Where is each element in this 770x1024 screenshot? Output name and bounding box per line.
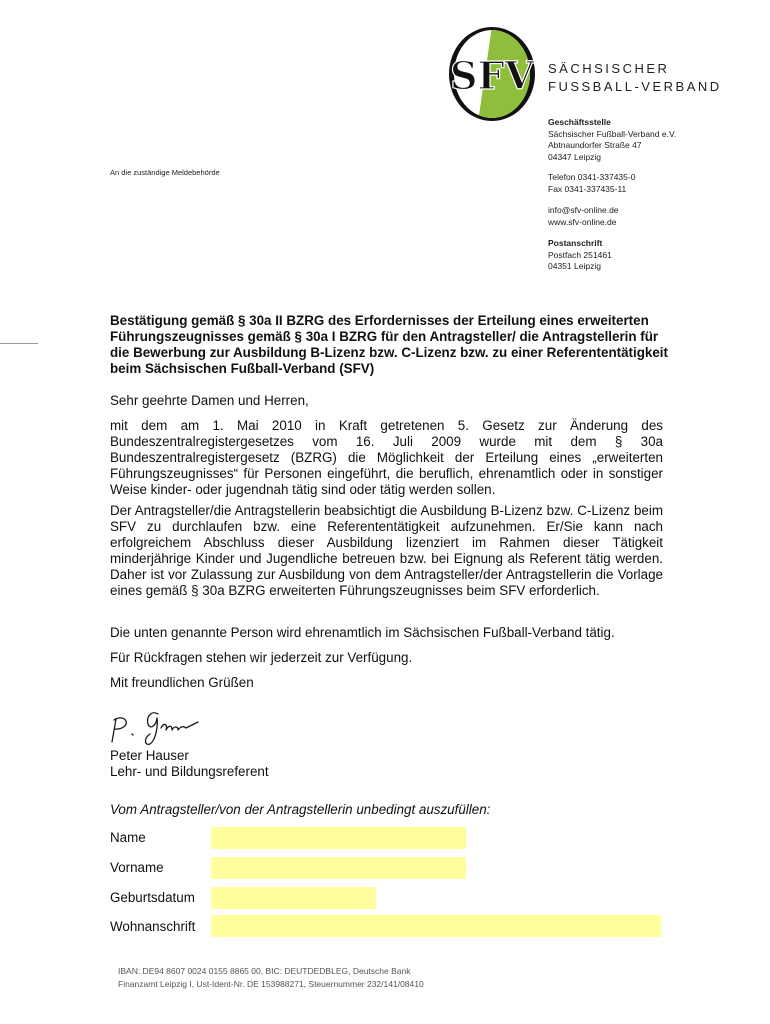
fold-mark	[0, 343, 38, 344]
paragraph-4: Für Rückfragen stehen wir jederzeit zur Verfügung.	[110, 650, 413, 665]
footer-bank: IBAN: DE94 8607 0024 0155 8865 00, BIC: DEUTDEDBLEG, Deutsche Bank	[118, 966, 411, 976]
paragraph-2: Der Antragsteller/die Antragstellerin beabsichtigt die Ausbildung B-Lizenz bzw. C-Lizenz beim SFV zu durchlaufen bzw. eine Referententätigkeit aufzunehmen. Er/Sie kann nach erfolgreichem Abschluss dieser Ausbildung lizenziert im Rahmen dieser Tätigkeit minderjährige Kinder und Jugendliche betreuen bzw. bei Eignung als Referent tätig werden. Daher ist vor Zulassung zur Ausbildung von dem Antragsteller/der Antragstellerin die Vorlage eines gemäß § 30a BZRG erweiterten Führungszeugnisses beim SFV erforderlich.	[110, 503, 663, 598]
office-name: Sächsischer Fußball-Verband e.V.	[548, 128, 677, 139]
footer-tax: Finanzamt Leipzig I, Ust-Ident-Nr. DE 153988271, Steuernummer 232/141/08410	[118, 979, 424, 989]
salutation: Sehr geehrte Damen und Herren,	[110, 393, 309, 408]
signatory-name: Peter Hauser	[110, 748, 189, 763]
office-phone-block	[548, 172, 635, 195]
address-label: Wohnanschrift	[110, 919, 196, 934]
first-name-label: Vorname	[110, 860, 164, 875]
office-phone: Telefon 0341-337435-0	[548, 172, 636, 182]
paragraph-3: Die unten genannte Person wird ehrenamtlich im Sächsischen Fußball-Verband tätig.	[110, 625, 615, 640]
signatory-title: Lehr- und Bildungsreferent	[110, 764, 269, 779]
office-web[interactable]: www.sfv-online.de	[548, 216, 617, 227]
postal-heading: Postanschrift	[548, 238, 603, 248]
organization-name-line2: FUSSBALL-VERBAND	[548, 79, 722, 94]
birthdate-input[interactable]	[211, 887, 376, 909]
paragraph-1: mit dem am 1. Mai 2010 in Kraft getretenen 5. Gesetz zur Änderung des Bundeszentralregistergesetzes vom 16. Juli 2009 wurde mit dem § 30a Bundeszentralregistergesetz (BZRG) die Möglichkeit der Erteilung eines „erweiterten Führungszeugnisses“ für Personen eingeführt, die beruflich, ehrenamtlich oder in sonstiger Weise kinder- oder jugendnah tätig sind oder tätig werden sollen.	[110, 418, 663, 497]
recipient: An die zuständige Meldebehörde	[110, 168, 220, 177]
organization-name	[548, 60, 722, 96]
sfv-logo	[448, 26, 536, 122]
organization-name-line1: SÄCHSISCHER	[548, 61, 670, 76]
postal-box: Postfach 251461	[548, 249, 612, 260]
postal-city: 04351 Leipzig	[548, 261, 601, 271]
form-intro: Vom Antragsteller/von der Antragstellerin unbedingt auszufüllen:	[110, 802, 491, 817]
office-address	[548, 117, 676, 163]
address-input[interactable]	[211, 915, 661, 937]
postal-address	[548, 238, 612, 273]
office-street: Abtnaundorfer Straße 47	[548, 140, 642, 150]
signature	[106, 704, 206, 746]
name-input[interactable]	[211, 827, 466, 849]
office-city: 04347 Leipzig	[548, 151, 601, 162]
office-email[interactable]: info@sfv-online.de	[548, 205, 619, 215]
letter-subject: Bestätigung gemäß § 30a II BZRG des Erfordernisses der Erteilung eines erweiterten Führungszeugnisses gemäß § 30a I BZRG für den Antragsteller/ die Antragstellerin für die Bewerbung zur Ausbildung B-Lizenz bzw. C-Lizenz bzw. zu einer Referententätigkeit beim Sächsischen Fußball-Verband (SFV)	[110, 313, 668, 376]
closing: Mit freundlichen Grüßen	[110, 675, 254, 690]
first-name-input[interactable]	[211, 857, 466, 879]
office-heading: Geschäftsstelle	[548, 117, 611, 127]
office-fax: Fax 0341-337435-11	[548, 183, 627, 194]
logo-text: SFV	[450, 53, 534, 98]
office-online-block	[548, 205, 619, 228]
name-label: Name	[110, 830, 146, 845]
birthdate-label: Geburtsdatum	[110, 890, 195, 905]
